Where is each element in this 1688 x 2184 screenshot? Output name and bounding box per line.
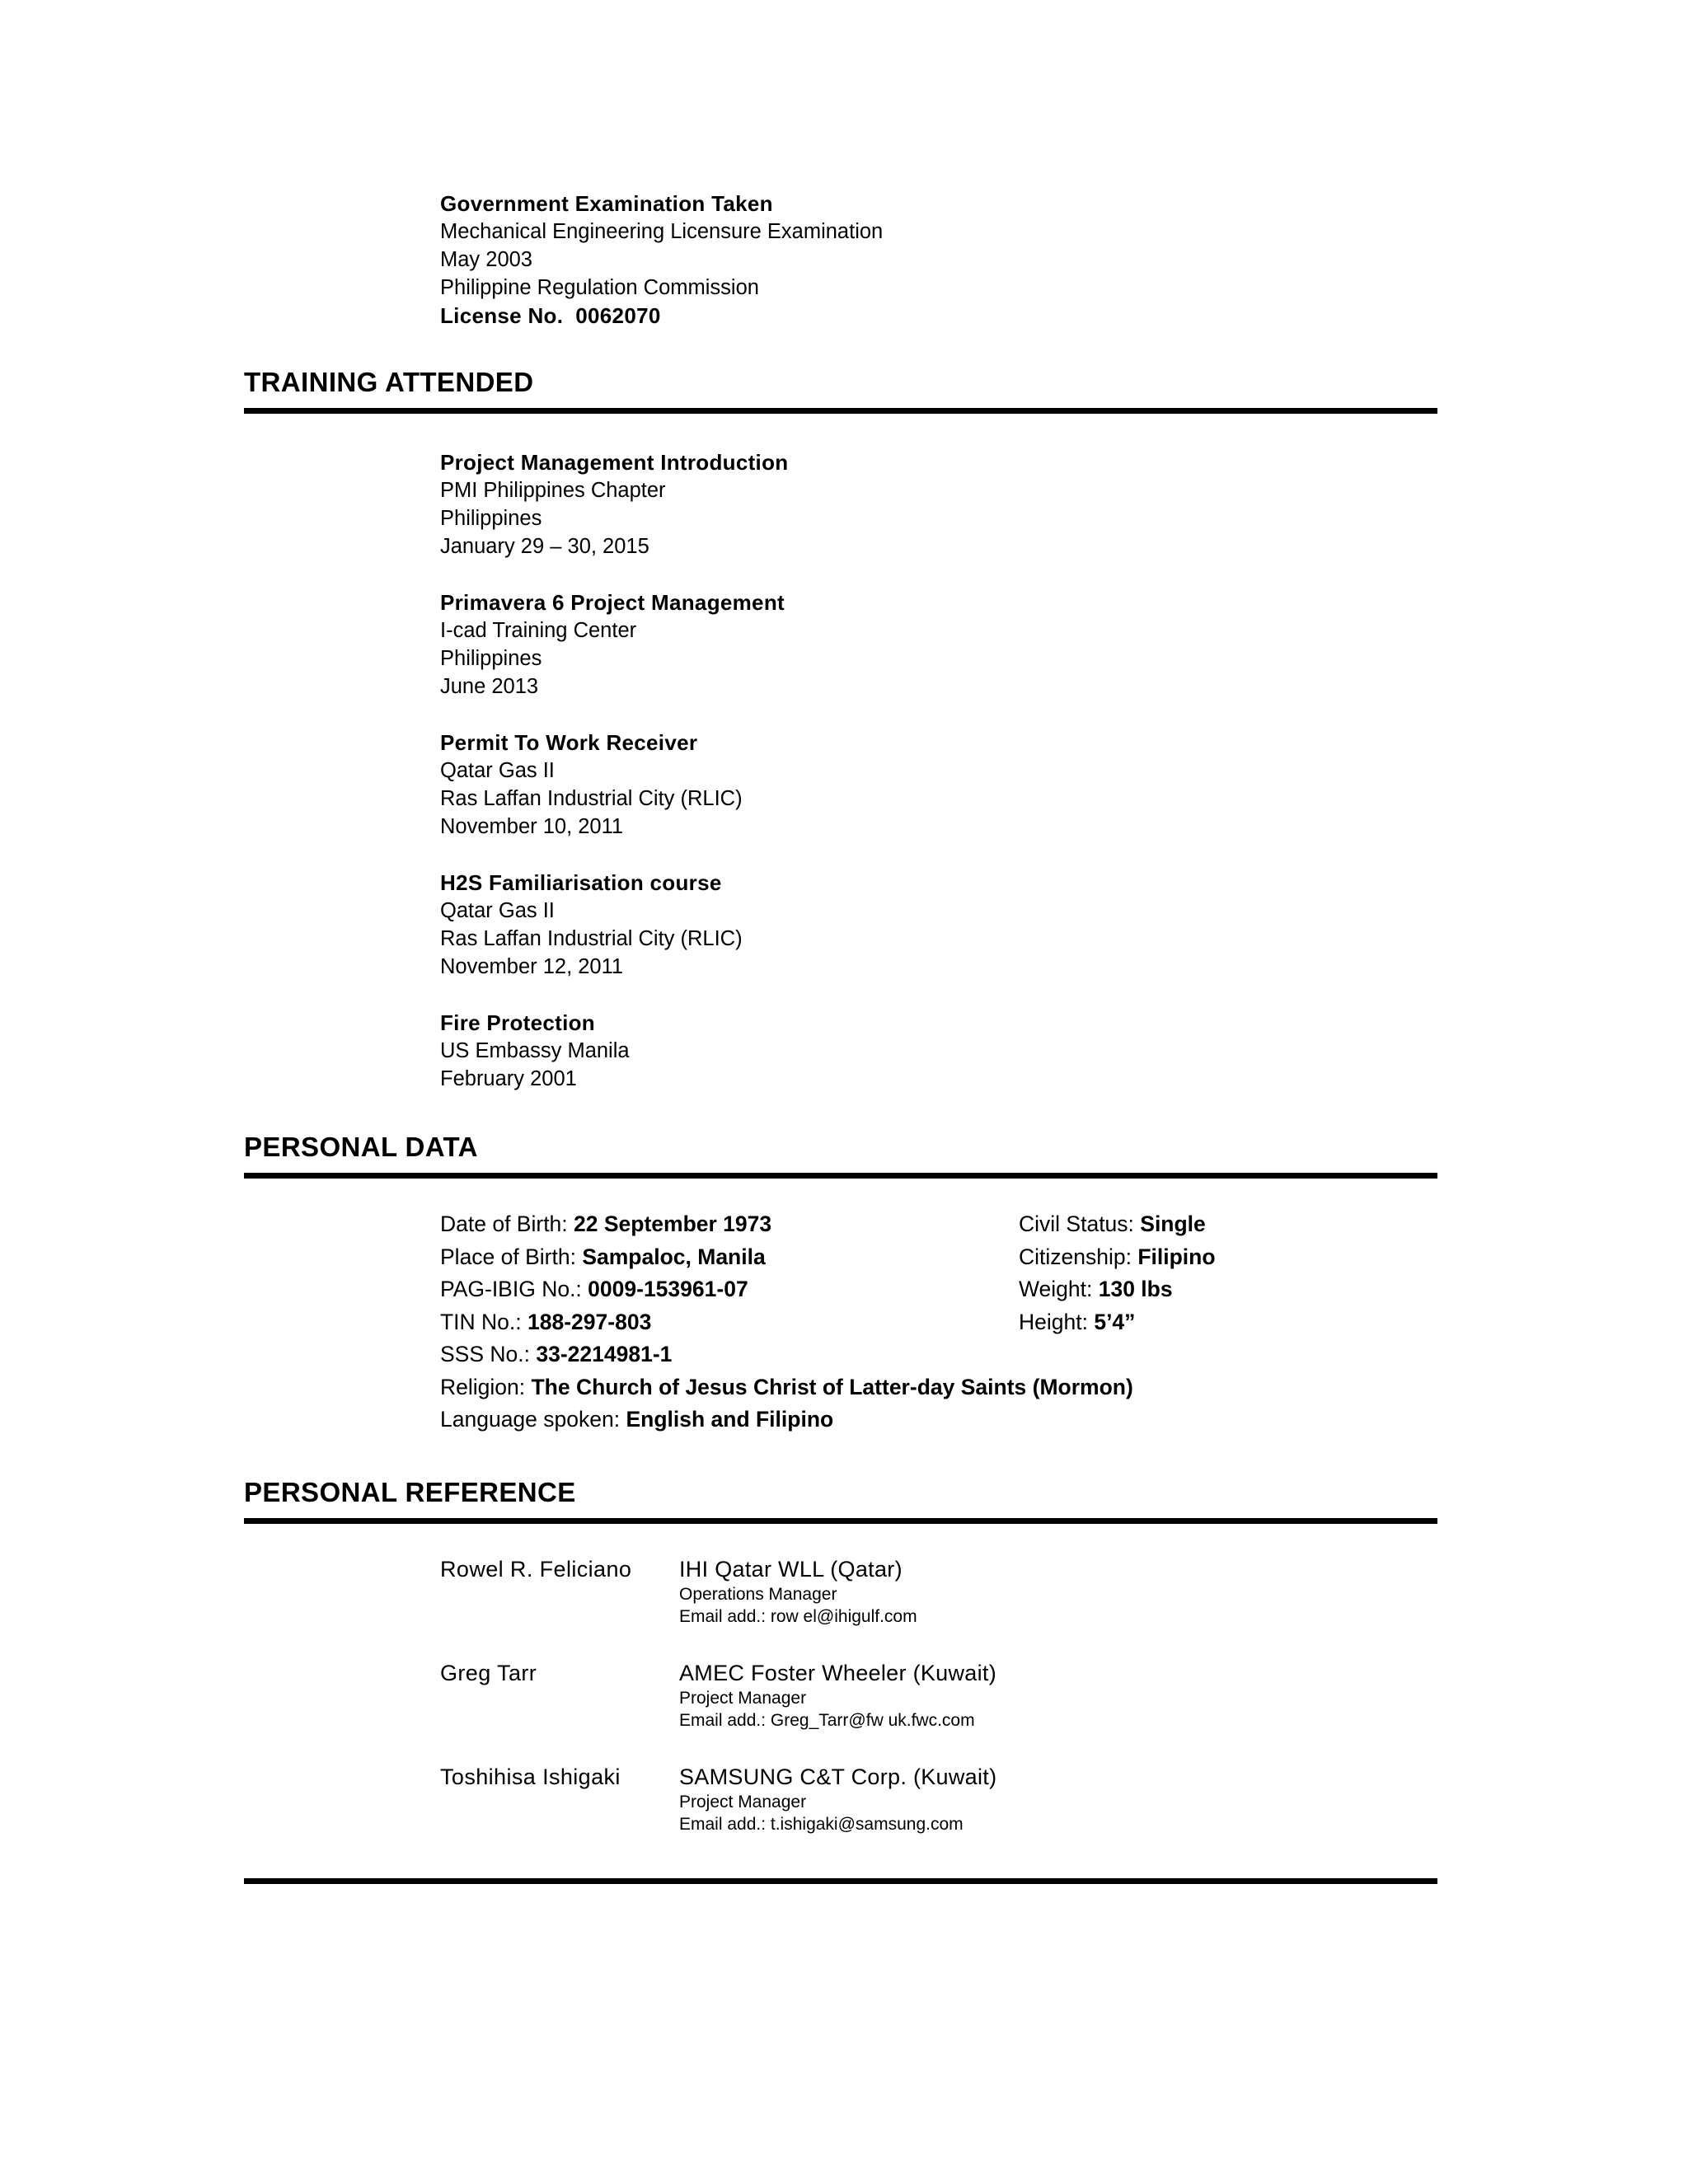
field-label: PAG-IBIG No.: xyxy=(440,1277,588,1301)
training-item-org: Qatar Gas II xyxy=(440,899,555,922)
government-exam-line-1: Mechanical Engineering Licensure Examination xyxy=(440,220,884,243)
field-label: TIN No.: xyxy=(440,1309,528,1334)
field-label: Weight: xyxy=(1019,1277,1099,1301)
section-divider-personal-reference xyxy=(244,1518,1437,1524)
government-exam-heading: Government Examination Taken xyxy=(440,191,773,216)
government-exam-line-2: May 2003 xyxy=(440,248,532,271)
training-item xyxy=(440,729,1447,841)
training-item xyxy=(440,869,1447,981)
field-value: Filipino xyxy=(1137,1244,1216,1269)
personal-data-field xyxy=(1019,1241,1447,1274)
reference-company: IHI Qatar WLL (Qatar) xyxy=(679,1556,903,1582)
field-label: SSS No.: xyxy=(440,1342,537,1366)
reference-name: Rowel R. Feliciano xyxy=(440,1556,632,1582)
personal-data-field-language xyxy=(440,1404,1447,1436)
field-value: Sampaloc, Manila xyxy=(582,1244,766,1269)
field-value: 5’4” xyxy=(1094,1309,1136,1334)
reference-role: Project Manager xyxy=(679,1792,807,1811)
reference-name: Toshihisa Ishigaki xyxy=(440,1764,621,1789)
reference-email: Email add.: Greg_Tarr@fw uk.fwc.com xyxy=(679,1710,975,1730)
page-bottom-divider xyxy=(244,1878,1437,1884)
training-item-title: H2S Familiarisation course xyxy=(440,870,722,895)
training-item-org: I-cad Training Center xyxy=(440,619,637,642)
field-label: Citizenship: xyxy=(1019,1244,1138,1269)
section-title-personal-data: PERSONAL DATA xyxy=(244,1132,478,1162)
training-item-location: Philippines xyxy=(440,507,542,530)
field-label: Date of Birth: xyxy=(440,1212,574,1236)
field-value: English and Filipino xyxy=(626,1407,834,1432)
field-label: Civil Status: xyxy=(1019,1212,1141,1236)
field-label: Religion: xyxy=(440,1374,532,1399)
training-item xyxy=(440,448,1447,560)
training-item-date: November 12, 2011 xyxy=(440,955,624,978)
training-item-title: Project Management Introduction xyxy=(440,450,789,475)
personal-data-table xyxy=(244,1208,1447,1436)
reference-role: Project Manager xyxy=(679,1688,807,1708)
field-label: Place of Birth: xyxy=(440,1244,583,1269)
field-value: 33-2214981-1 xyxy=(536,1342,673,1366)
reference-company: SAMSUNG C&T Corp. (Kuwait) xyxy=(679,1764,997,1789)
section-title-training: TRAINING ATTENDED xyxy=(244,367,534,397)
reference-role: Operations Manager xyxy=(679,1584,837,1604)
field-value: 130 lbs xyxy=(1098,1277,1173,1301)
personal-data-field xyxy=(1019,1208,1447,1241)
training-item-org: PMI Philippines Chapter xyxy=(440,479,666,502)
personal-data-field xyxy=(1019,1273,1447,1306)
training-item-date: January 29 – 30, 2015 xyxy=(440,535,649,558)
section-personal-reference xyxy=(244,1476,1447,1884)
training-item-location: Ras Laffan Industrial City (RLIC) xyxy=(440,787,743,810)
document-body xyxy=(244,190,1447,1884)
section-training-attended xyxy=(244,366,1447,1093)
reference-item xyxy=(440,1555,1447,1628)
field-value: 188-297-803 xyxy=(528,1309,652,1334)
training-item-org: Qatar Gas II xyxy=(440,759,555,782)
field-value: The Church of Jesus Christ of Latter-day Saints (Mormon) xyxy=(531,1374,1133,1399)
personal-data-field xyxy=(440,1306,1019,1339)
field-label: Height: xyxy=(1019,1309,1095,1334)
reference-email: Email add.: t.ishigaki@samsung.com xyxy=(679,1814,964,1834)
training-item-location: Ras Laffan Industrial City (RLIC) xyxy=(440,927,743,950)
reference-item xyxy=(440,1763,1447,1835)
personal-data-field xyxy=(440,1273,1019,1306)
section-personal-data xyxy=(244,1131,1447,1436)
training-item xyxy=(440,1009,1447,1093)
section-divider-personal-data xyxy=(244,1173,1437,1179)
personal-data-field-religion xyxy=(440,1371,1447,1404)
personal-data-field xyxy=(440,1208,1019,1241)
reference-email: Email add.: row el@ihigulf.com xyxy=(679,1606,917,1626)
training-item-title: Primavera 6 Project Management xyxy=(440,590,785,615)
training-item-title: Permit To Work Receiver xyxy=(440,730,698,755)
personal-data-field xyxy=(440,1338,1447,1371)
field-label: Language spoken: xyxy=(440,1407,626,1432)
section-divider-training xyxy=(244,408,1437,414)
training-item-date: November 10, 2011 xyxy=(440,815,624,838)
training-item xyxy=(440,588,1447,701)
field-value: 22 September 1973 xyxy=(574,1212,772,1236)
section-title-personal-reference: PERSONAL REFERENCE xyxy=(244,1476,576,1507)
reference-item xyxy=(440,1659,1447,1732)
training-item-location: Philippines xyxy=(440,647,542,670)
reference-name: Greg Tarr xyxy=(440,1660,537,1685)
training-item-title: Fire Protection xyxy=(440,1010,595,1035)
government-exam-license: License No. 0062070 xyxy=(440,303,661,328)
reference-list xyxy=(244,1555,1447,1835)
training-item-date: June 2013 xyxy=(440,675,539,698)
field-value: 0009-153961-07 xyxy=(588,1277,748,1301)
field-value: Single xyxy=(1140,1212,1206,1236)
personal-data-field xyxy=(440,1241,1019,1274)
reference-company: AMEC Foster Wheeler (Kuwait) xyxy=(679,1660,996,1685)
government-exam-line-3: Philippine Regulation Commission xyxy=(440,276,759,299)
training-item-org: US Embassy Manila xyxy=(440,1039,630,1062)
training-item-location: February 2001 xyxy=(440,1067,577,1090)
government-exam-block xyxy=(440,190,1447,330)
personal-data-field xyxy=(1019,1306,1447,1339)
